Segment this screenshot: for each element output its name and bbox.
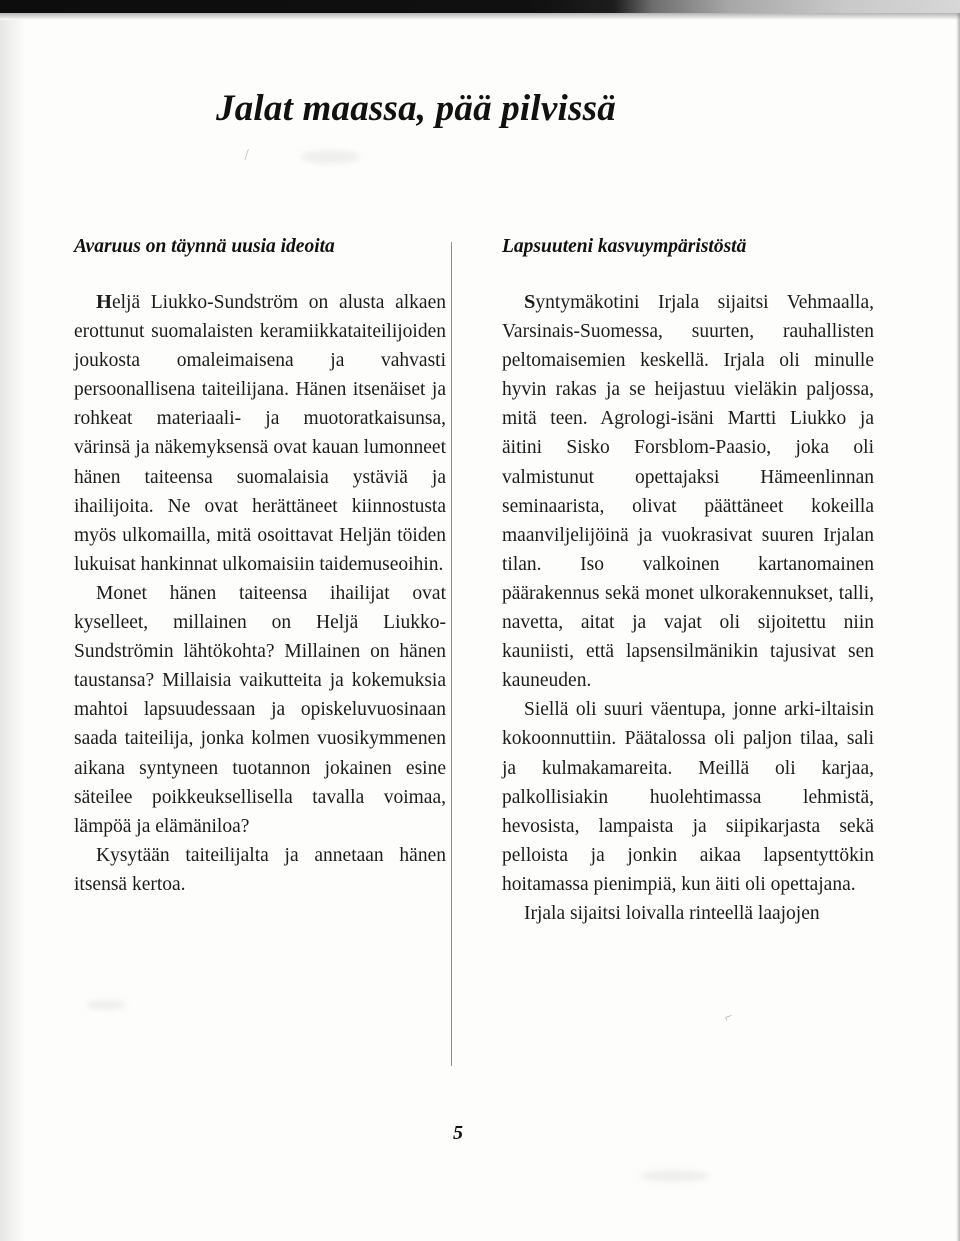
paragraph	[74, 841, 446, 899]
right-column	[502, 236, 874, 928]
paragraph	[502, 288, 874, 695]
paragraph	[502, 899, 874, 928]
scan-top-edge-artifact	[0, 0, 960, 13]
scan-right-edge-shadow	[956, 13, 960, 1241]
right-column-heading: Lapsuuteni kasvuympäristöstä	[502, 236, 747, 257]
paragraph	[502, 695, 874, 899]
paragraph-text: Irjala sijaitsi loivalla rinteellä laajojen	[524, 902, 820, 924]
drop-initial: S	[524, 291, 536, 313]
paragraph-text: Siellä oli suuri väentupa, jonne arki-iltaisin kokoonnuttiin. Päätalossa oli paljon tilaa, sali ja kulmakamareita. Meillä oli karjaa, palkollisiakin huolehtimassa lehmistä, hevosista, lampaista ja siipikarjasta sekä pelloista ja jonkin aikaa lapsentyttökin hoitamassa pienimpiä, kun äiti oli opettajana.	[502, 699, 874, 895]
scan-smudge	[300, 150, 360, 164]
drop-initial: H	[96, 291, 112, 313]
column-divider-rule	[451, 242, 452, 1066]
paragraph-text: Kysytään taiteilijalta ja annetaan hänen itsensä kertoa.	[74, 844, 446, 895]
two-column-body	[74, 236, 874, 1056]
left-column-heading: Avaruus on täynnä uusia ideoita	[74, 236, 335, 257]
page-title: Jalat maassa, pää pilvissä	[216, 87, 616, 129]
scan-smudge	[640, 1170, 710, 1182]
paragraph-text: yntymäkotini Irjala sijaitsi Vehmaalla, Varsinais-Suomessa, suurten, rauhallisten peltomaisemien keskellä. Irjala oli minulle hyvin rakas ja se heijastuu vieläkin paljossa, mitä teen. Agrologi-isäni Martti Liukko ja äitini Sisko Forsblom-Paasio, joka oli valmistunut opettajaksi Hämeenlinnan seminaarista, olivat päättäneet kokeilla maanviljelijöinä ja vuokrasivat suuren Irjalan tilan. Iso valkoinen kartanomainen päärakennus sekä monet ulkorakennukset, talli, navetta, aitat ja vajat oli sijoitettu niin kauniisti, että lapsensilmänikin tajusivat sen kauneuden.	[502, 292, 874, 692]
scan-top-edge-fade	[0, 13, 960, 20]
paragraph	[74, 579, 446, 841]
page-number: 5	[453, 1122, 463, 1144]
left-column	[74, 236, 446, 899]
paragraph	[74, 288, 446, 579]
scan-left-edge-shadow	[0, 20, 26, 1241]
paragraph-text: eljä Liukko-Sundström on alusta alkaen erottunut suomalaisten keramiikkataiteilijoiden joukosta omaleimaisena ja vahvasti persoonallisena taiteilijana. Hänen itsenäiset ja rohkeat materiaali- ja muotoratkaisunsa, värinsä ja näkemyksensä ovat kauan lumonneet hänen taiteensa suomalaisia ystäviä ja ihailijoita. Ne ovat herättäneet kiinnostusta myös ulkomailla, mitä osoittavat Heljän töiden lukuisat hankinnat ulkomaisiin taidemuseoihin.	[74, 292, 446, 575]
paragraph-text: Monet hänen taiteensa ihailijat ovat kyselleet, millainen on Heljä Liukko-Sundströmin lähtökohta? Millainen on hänen taustansa? Millaisia vaikutteita ja kokemuksia mahtoi lapsuudessaan ja opiskeluvuosinaan saada taiteilija, jonka kolmen vuosikymmenen aikana syntyneen tuotannon jokainen esine säteilee poikkeuksellisella tavalla voimaa, lämpöä ja elämäniloa?	[74, 582, 446, 837]
pen-mark: ⁄	[243, 148, 251, 164]
pen-mark: ⌐	[722, 1009, 735, 1026]
